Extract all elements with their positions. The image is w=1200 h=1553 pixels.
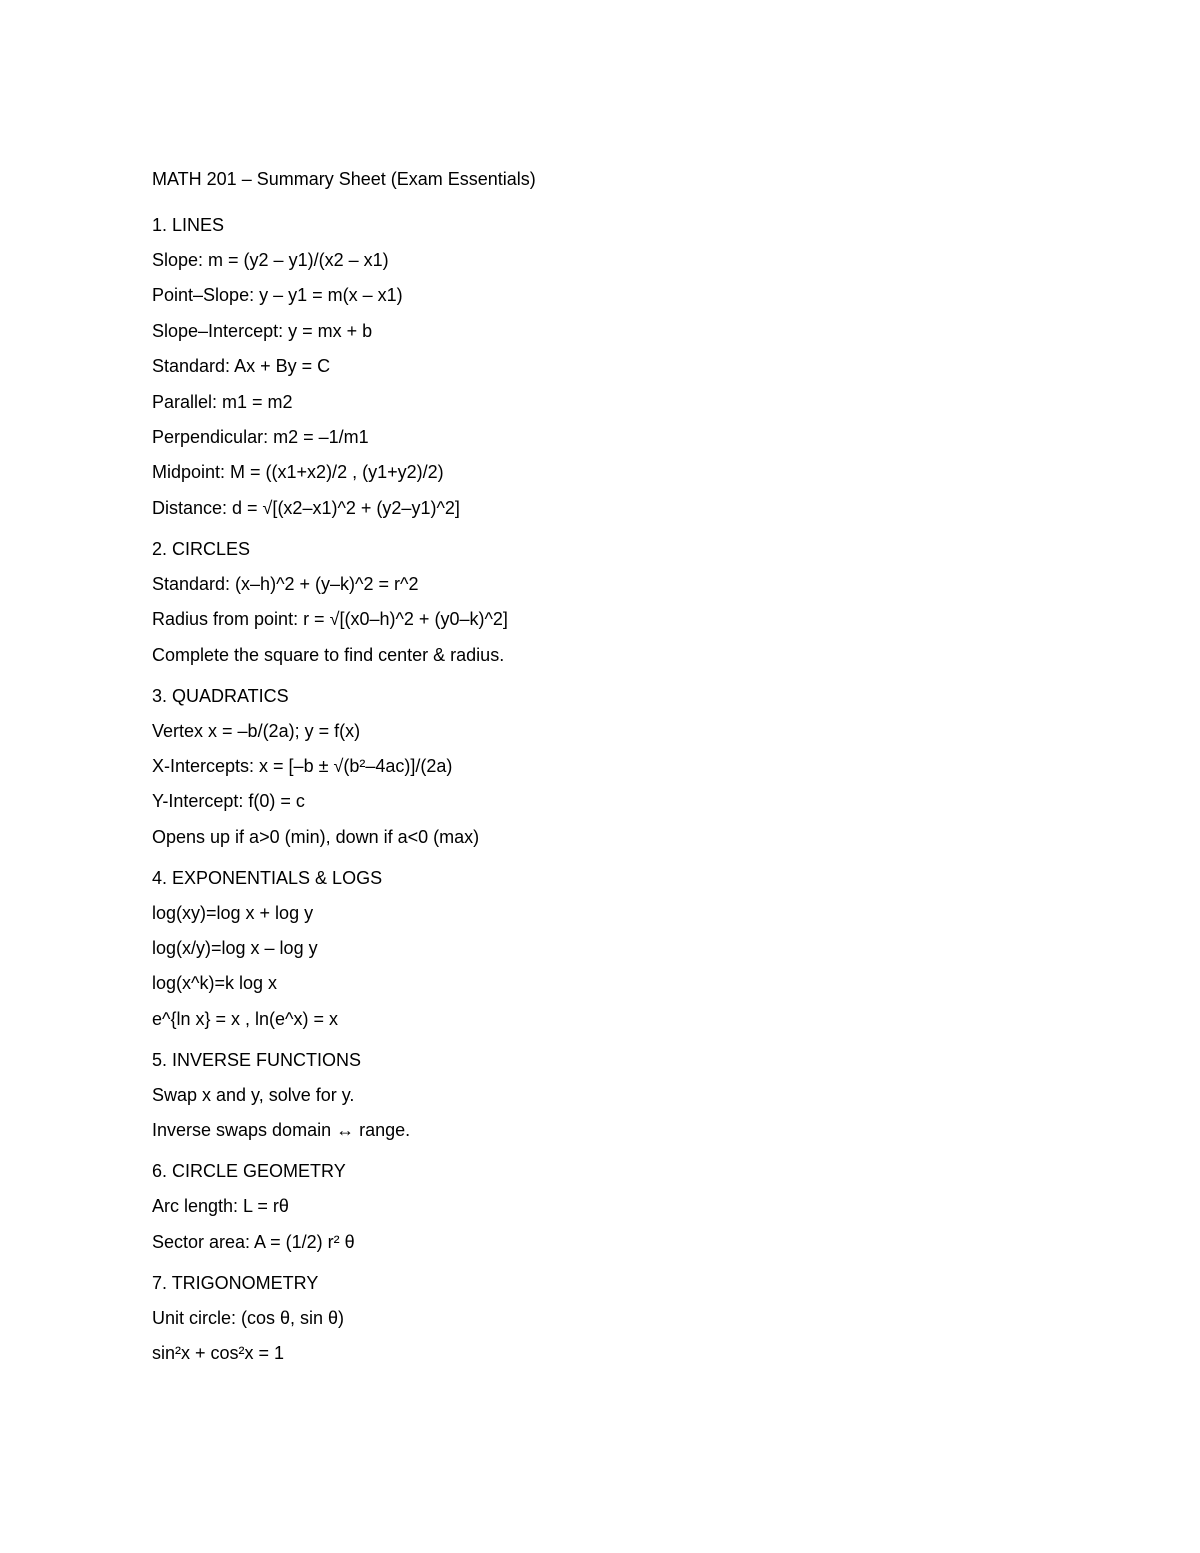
section-heading: 4. EXPONENTIALS & LOGS [152, 867, 383, 888]
section-heading: 3. QUADRATICS [152, 685, 289, 706]
section-heading: 5. INVERSE FUNCTIONS [152, 1049, 362, 1070]
section-trigonometry [152, 1268, 1152, 1368]
section-heading: 7. TRIGONOMETRY [152, 1272, 319, 1293]
formula-line: Y-Intercept: f(0) = c [152, 791, 305, 812]
formula-line: Slope–Intercept: y = mx + b [152, 320, 373, 341]
formula-line: Distance: d = √[(x2–x1)^2 + (y2–y1)^2] [152, 497, 460, 518]
formula-line: X-Intercepts: x = [–b ± √(b²–4ac)]/(2a) [152, 755, 453, 776]
formula-line: Inverse swaps domain ↔ range. [152, 1120, 411, 1141]
formula-line: Opens up if a>0 (min), down if a<0 (max) [152, 826, 480, 847]
section-inverse-functions [152, 1045, 1152, 1145]
formula-line: Unit circle: (cos θ, sin θ) [152, 1307, 345, 1328]
section-lines [152, 210, 1152, 523]
formula-line: e^{ln x} = x , ln(e^x) = x [152, 1008, 338, 1029]
section-quadratics [152, 681, 1152, 852]
formula-line: log(xy)=log x + log y [152, 902, 314, 923]
formula-line: Radius from point: r = √[(x0–h)^2 + (y0–k)^2] [152, 609, 508, 630]
section-circle-geometry [152, 1156, 1152, 1256]
formula-line: Standard: (x–h)^2 + (y–k)^2 = r^2 [152, 573, 419, 594]
formula-line: Vertex x = –b/(2a); y = f(x) [152, 720, 361, 741]
section-exponentials-logs [152, 863, 1152, 1034]
document-content [152, 164, 1152, 1379]
formula-line: Midpoint: M = ((x1+x2)/2 , (y1+y2)/2) [152, 462, 444, 483]
formula-line: Swap x and y, solve for y. [152, 1084, 355, 1105]
formula-line: Perpendicular: m2 = –1/m1 [152, 426, 369, 447]
formula-line: log(x/y)=log x – log y [152, 938, 318, 959]
formula-line: log(x^k)=k log x [152, 973, 277, 994]
formula-line: Slope: m = (y2 – y1)/(x2 – x1) [152, 250, 389, 270]
section-heading: 2. CIRCLES [152, 538, 251, 559]
section-circles [152, 534, 1152, 670]
formula-line: sin²x + cos²x = 1 [152, 1343, 285, 1364]
formula-line: Sector area: A = (1/2) r² θ [152, 1231, 355, 1252]
formula-line: Standard: Ax + By = C [152, 356, 331, 377]
section-heading: 6. CIRCLE GEOMETRY [152, 1161, 346, 1182]
formula-line: Complete the square to find center & radius. [152, 644, 505, 665]
formula-line: Arc length: L = rθ [152, 1196, 289, 1217]
formula-line: Parallel: m1 = m2 [152, 391, 293, 412]
formula-line: Point–Slope: y – y1 = m(x – x1) [152, 285, 403, 306]
section-heading: 1. LINES [152, 215, 225, 235]
document-title: MATH 201 – Summary Sheet (Exam Essentials) [152, 169, 536, 189]
